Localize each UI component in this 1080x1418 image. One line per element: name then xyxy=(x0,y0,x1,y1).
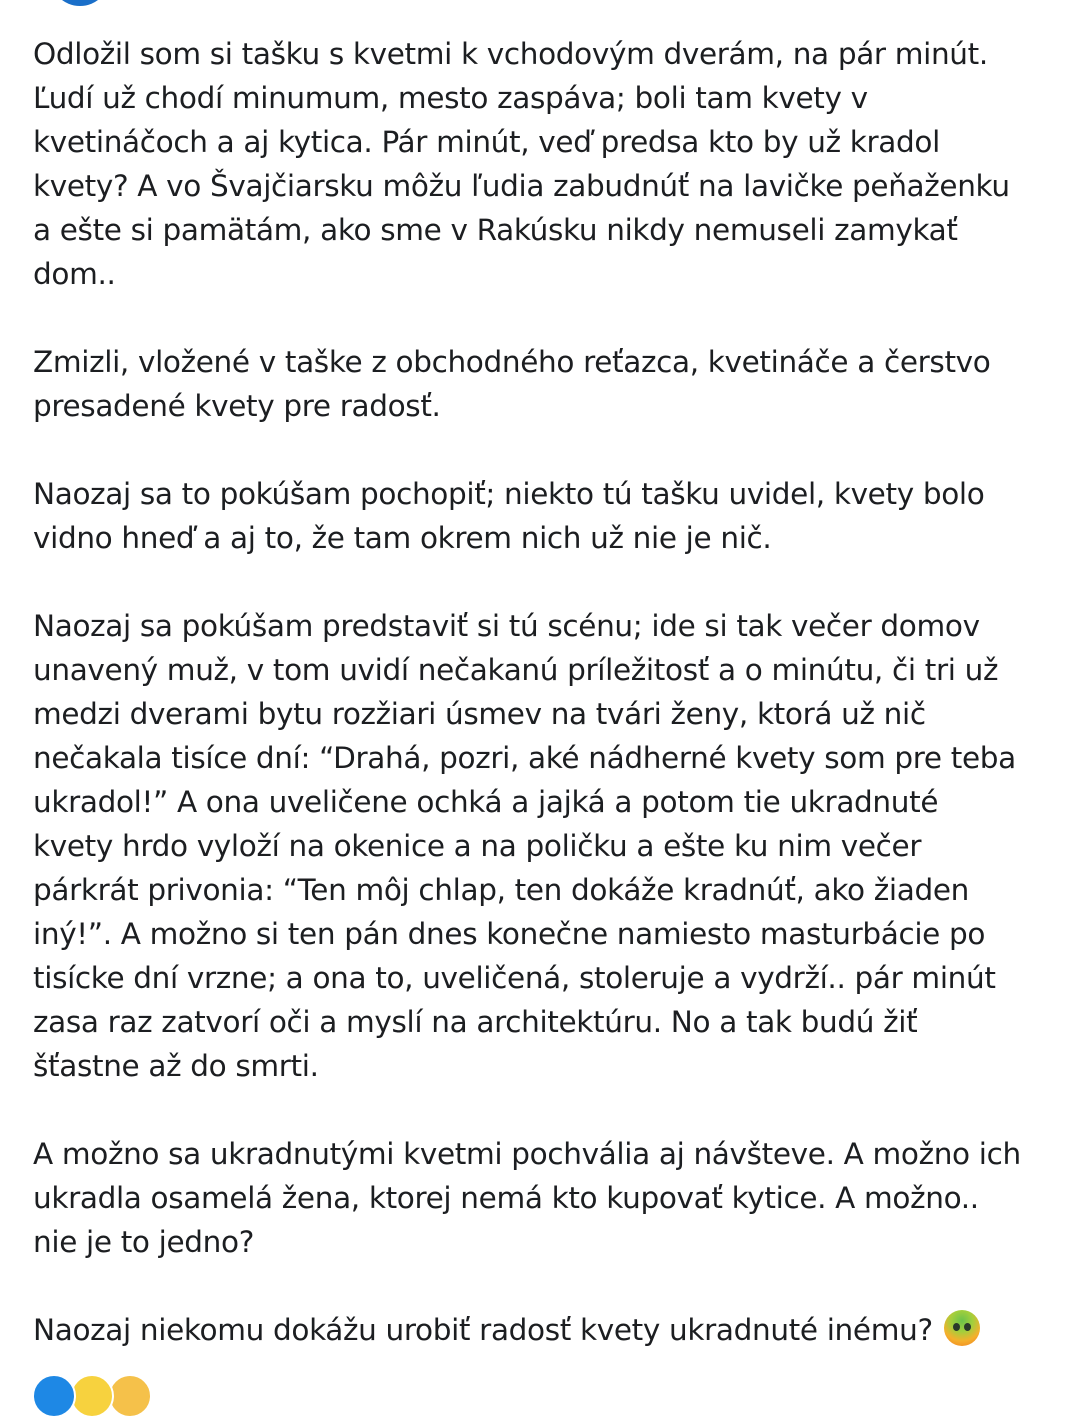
nauseated-face-emoji-icon xyxy=(944,1310,980,1346)
post-body xyxy=(33,32,1053,1352)
post-paragraph-4: Naozaj sa pokúšam predstaviť si tú scénu; ide si tak večer domov unavený muž, v tom uvidí nečakanú príležitosť a o minútu, či tri už medzi dverami bytu rozžiari úsmev na tvári ženy, ktorá už nič nečakala tisíce dní: “Drahá, pozri, aké nádherné kvety som pre teba ukradol!” A ona uveličene ochká a jajká a potom tie ukradnuté kvety hrdo vyloží na okenice a na poličku a ešte ku nim večer párkrát privonia: “Ten môj chlap, ten dokáže kradnúť, ako žiaden iný!”. A možno si ten pán dnes konečne namiesto masturbácie po tisícke dní vrzne; a ona to, uveličená, stoleruje a vydrží.. pár minút zasa raz zatvorí oči a myslí na architektúru. No a tak budú žiť šťastne až do smrti. xyxy=(33,609,1016,1083)
care-reaction-icon[interactable] xyxy=(108,1374,152,1418)
like-reaction-icon[interactable] xyxy=(32,1374,76,1418)
post-paragraph-3: Naozaj sa to pokúšam pochopiť; niekto tú tašku uvidel, kvety bolo vidno hneď a aj to, že tam okrem nich už nie je nič. xyxy=(33,477,985,555)
post-paragraph-2: Zmizli, vložené v taške z obchodného reťazca, kvetináče a čerstvo presadené kvety pre radosť. xyxy=(33,345,991,423)
post-paragraph-1: Odložil som si tašku s kvetmi k vchodovým dverám, na pár minút. Ľudí už chodí minumum, mesto zaspáva; boli tam kvety v kvetináčoch a aj kytica. Pár minút, veď predsa kto by už kradol kvety? A vo Švajčiarsku môžu ľudia zabudnúť na lavičke peňaženku a ešte si pamätám, ako sme v Rakúsku nikdy nemuseli zamykať dom.. xyxy=(33,37,1010,291)
author-avatar[interactable] xyxy=(50,0,110,6)
post-paragraph-6-text: Naozaj niekomu dokážu urobiť radosť kvety ukradnuté inému? xyxy=(33,1313,933,1347)
post-paragraph-5: A možno sa ukradnutými kvetmi pochvália aj návšteve. A možno ich ukradla osamelá žena, ktorej nemá kto kupovať kytice. A možno.. nie je to jedno? xyxy=(33,1137,1021,1259)
haha-reaction-icon[interactable] xyxy=(70,1374,114,1418)
post-paragraph-6 xyxy=(33,1308,1053,1352)
